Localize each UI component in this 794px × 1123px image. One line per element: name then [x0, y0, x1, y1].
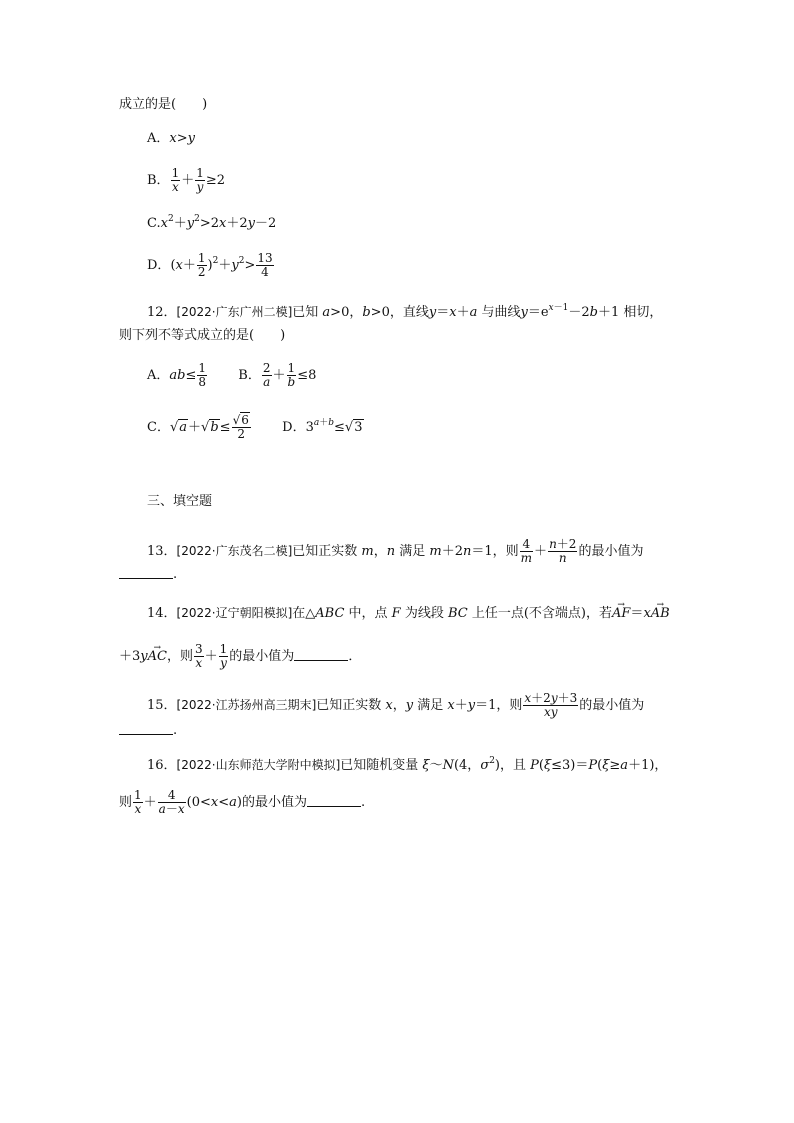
fraction: $\frac{1}{y}$ [196, 166, 204, 194]
stem-text: 已知正实数 [292, 544, 362, 559]
question-source: [2022·广东广州二模] [176, 305, 293, 319]
fraction: $\frac{4}{a-x}$ [158, 788, 185, 816]
q14-answer-blank[interactable] [294, 648, 348, 661]
fraction: $\frac{1}{x}$ [134, 788, 142, 816]
question-source: [2022·山东师范大学附中模拟] [176, 758, 341, 772]
fraction: $\frac{1}{8}$ [198, 361, 207, 389]
q15-stem: 15．[2022·江苏扬州高三期末]已知正实数 x，y 满足 x＋y＝1，则 $\frac{x+2y+3}{xy}$ 的最小值为 [147, 691, 645, 719]
question-source: [2022·广东茂名二模] [176, 544, 293, 558]
q11-option-c: $C.x^2+y^2>2x+2y-2$ [147, 214, 277, 231]
option-label: B． [238, 368, 261, 383]
section-title: 三、填空题 [147, 494, 213, 509]
fraction: $\frac{√6}{2}$ [232, 413, 249, 441]
fraction: $\frac{1}{x}$ [171, 166, 180, 194]
q12-options-ab: A．ab≤ $\frac{1}{8}$ B． $\frac{2}{a}$ ＋ $\frac{1}{b}$ ≤8 [147, 361, 317, 389]
question-number: 14． [147, 606, 177, 621]
question-source: [2022·江苏扬州高三期末] [176, 698, 317, 712]
question-source: [2022·辽宁朝阳模拟] [176, 606, 293, 620]
q11-option-a: A．x>y [147, 131, 195, 146]
option-label: C． [147, 420, 170, 435]
stem-text: 的最小值为 [579, 698, 645, 713]
fraction: $\frac{1}{b}$ [287, 361, 296, 389]
stem-text: 的最小值为 [578, 544, 644, 559]
q14-stem-line2: ＋3y→ AC，则 $\frac{3}{x}$ ＋ $\frac{1}{y}$ 的最小值为 ． [119, 643, 361, 670]
fraction: $\frac{1}{y}$ [219, 642, 228, 670]
fraction: $\frac{1}{2}$ [197, 251, 206, 279]
fraction: $\frac{3}{x}$ [195, 642, 203, 670]
fraction: $\frac{4}{m}$ [520, 537, 533, 565]
q16-answer-blank[interactable] [307, 794, 361, 807]
q15-answer-blank[interactable]: . [119, 722, 177, 739]
option-label: D． [147, 258, 171, 273]
stem-text: 已知 [292, 305, 323, 320]
question-number: 13． [147, 544, 177, 559]
question-number: 12． [147, 305, 177, 320]
q13-answer-blank[interactable]: . [119, 566, 177, 583]
stem-text: 的最小值为 [229, 649, 295, 664]
option-label: B． [147, 173, 170, 188]
stem-text: 的最小值为 [241, 795, 307, 810]
stem-text: 在△ [292, 606, 316, 621]
q12-stem-line2: 则下列不等式成立的是( ) [119, 328, 286, 343]
q16-stem-line1: 16．[2022·山东师范大学附中模拟]已知随机变量 ξ～N(4，$\sigma^2$)，且 P(ξ≤3)＝P(ξ≥a＋1)， [147, 756, 668, 773]
q16-stem-line2: 则 $\frac{1}{x}$ ＋ $\frac{4}{a-x}$ (0<x<a)的最小值为 . [119, 788, 366, 816]
fraction: $\frac{x+2y+3}{xy}$ [524, 691, 578, 719]
sqrt: √b [201, 420, 219, 435]
stem-text: 已知正实数 [316, 698, 386, 713]
option-label: C. [147, 216, 161, 231]
stem-text: 已知随机变量 [340, 758, 423, 773]
option-label: D． [282, 420, 306, 435]
q12-stem-line1: 12．[2022·广东广州二模]已知 a>0，b>0，直线y＝x＋a 与曲线$y=e^{x-1}-2b+1$ 相切， [147, 303, 663, 320]
q14-stem-line1: 14．[2022·辽宁朝阳模拟]在△ABC 中，点 F 为线段 BC 上任一点(不含端点)，若→ AF＝x→ AB [147, 605, 670, 622]
q11-option-d: D．(x＋ $\frac{1}{2}$ )$^2+y^2>$ $\frac{13}{4}$ [147, 251, 273, 279]
sqrt: √a [169, 420, 188, 435]
q11-option-b: B． $\frac{1}{x}$ ＋ $\frac{1}{y}$ ≥2 [147, 166, 226, 194]
option-label: A． [147, 131, 170, 146]
question-number: 16． [147, 758, 177, 773]
fraction: $\frac{2}{a}$ [262, 361, 271, 389]
q11-stem-tail: 成立的是( ) [119, 97, 208, 112]
fraction: $\frac{n+2}{n}$ [549, 537, 577, 565]
question-number: 15． [147, 698, 177, 713]
q13-stem: 13．[2022·广东茂名二模]已知正实数 m，n 满足 m＋2n＝1，则 $\frac{4}{m}$ ＋ $\frac{n+2}{n}$ 的最小值为 [147, 537, 644, 565]
option-label: A． [147, 368, 170, 383]
fraction: $\frac{13}{4}$ [257, 251, 273, 279]
q12-options-cd: C．√a＋√b≤ $\frac{√6}{2}$ D．$3^{a+b}\le√3$ [147, 413, 363, 441]
sqrt: √3 [344, 420, 363, 435]
